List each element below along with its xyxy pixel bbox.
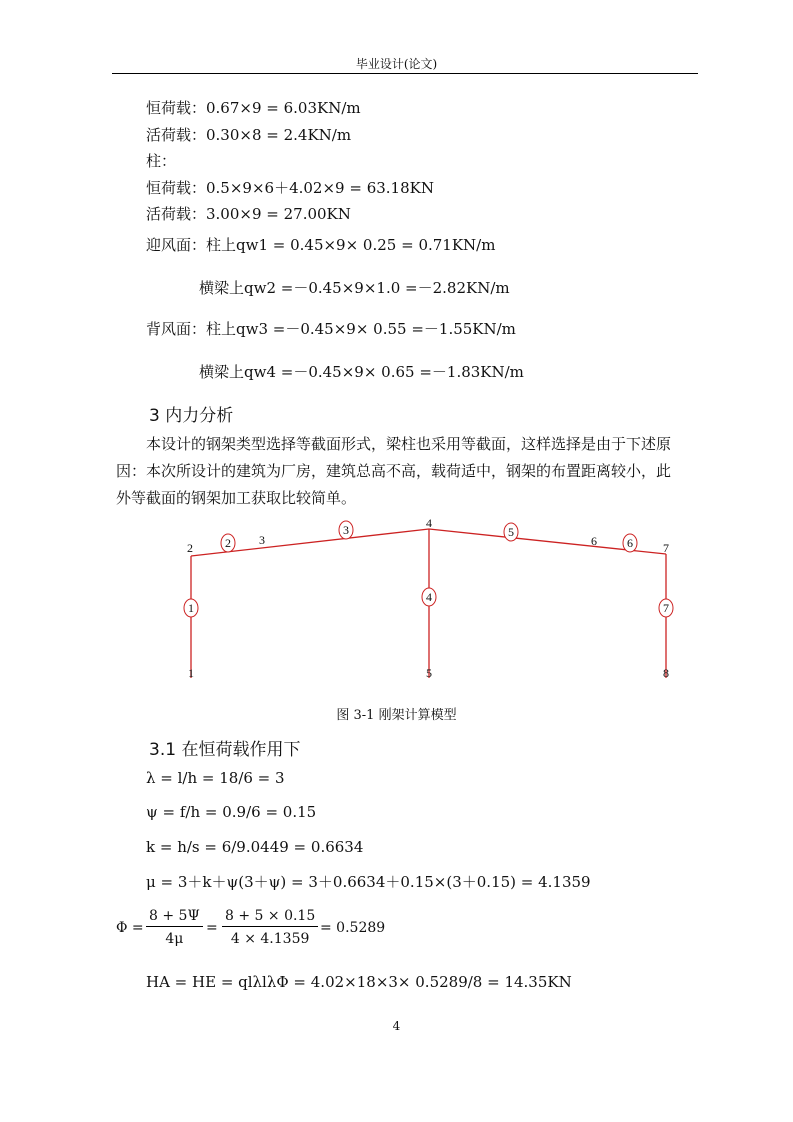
load-line-5: 活荷载：3.00×9 = 27.00KN — [146, 205, 351, 223]
member-label-5: 5 — [508, 525, 514, 539]
wind-leeward-beam: 横梁上qw4 =－0.45×9× 0.65 =－1.83KN/m — [199, 363, 524, 381]
phi-numerator-1: 8 + 5Ψ — [146, 908, 203, 927]
load-line-1: 恒荷载：0.67×9 = 6.03KN/m — [146, 99, 361, 117]
phi-equals: = — [206, 920, 218, 936]
member-label-1: 1 — [188, 601, 194, 615]
member-label-2: 2 — [225, 536, 231, 550]
node-label-8: 8 — [663, 666, 669, 680]
phi-denominator-2: 4 × 4.1359 — [230, 931, 310, 947]
equation-psi: ψ = f/h = 0.9/6 = 0.15 — [146, 803, 317, 821]
node-label-2: 2 — [187, 541, 193, 555]
figure-caption: 图 3-1 刚架计算模型 — [336, 708, 457, 723]
node-label-3: 3 — [259, 533, 265, 547]
load-line-2: 活荷载：0.30×8 = 2.4KN/m — [146, 126, 352, 144]
equation-ha: HA = HE = qlλlλΦ = 4.02×18×3× 0.5289/8 = 14.35KN — [146, 973, 572, 991]
page-header-title: 毕业设计(论文) — [355, 57, 438, 71]
phi-result: = 0.5289 — [320, 920, 386, 936]
equation-k: k = h/s = 6/9.0449 = 0.6634 — [146, 838, 364, 856]
phi-lhs: Φ = — [116, 920, 144, 936]
member-label-7: 7 — [663, 601, 669, 615]
node-label-4: 4 — [426, 516, 432, 530]
phi-fraction-1 — [146, 908, 203, 947]
equation-lambda: λ = l/h = 18/6 = 3 — [146, 769, 285, 787]
node-label-5: 5 — [426, 666, 432, 680]
equation-mu: μ = 3＋k＋ψ(3＋ψ) = 3＋0.6634＋0.15×(3＋0.15) = 4.1359 — [146, 873, 591, 891]
section-3-para-line-2: 因：本次所设计的建筑为厂房，建筑总高不高，载荷适中，钢架的布置距离较小，此 — [116, 462, 672, 480]
node-label-6: 6 — [591, 534, 597, 548]
member-label-4: 4 — [426, 590, 432, 604]
section-3-heading: 3 内力分析 — [149, 406, 234, 426]
node-label-1: 1 — [188, 666, 194, 680]
node-label-7: 7 — [663, 541, 669, 555]
section-3-para-line-1: 本设计的钢架类型选择等截面形式，梁柱也采用等截面，这样选择是由于下述原 — [146, 435, 672, 453]
member-label-3: 3 — [343, 523, 349, 537]
section-3-para-line-3: 外等截面的钢架加工获取比较简单。 — [116, 489, 357, 507]
load-line-3: 柱： — [146, 152, 177, 170]
wind-leeward-column: 背风面：柱上qw3 =－0.45×9× 0.55 =－1.55KN/m — [146, 320, 516, 338]
section-3-1-heading: 3.1 在恒荷载作用下 — [149, 740, 301, 760]
load-line-4: 恒荷载：0.5×9×6＋4.02×9 = 63.18KN — [146, 179, 434, 197]
member-label-6: 6 — [627, 536, 633, 550]
page-number: 4 — [392, 1019, 401, 1033]
phi-numerator-2: 8 + 5 × 0.15 — [222, 908, 318, 927]
phi-fraction-2 — [222, 908, 318, 947]
wind-windward-beam: 横梁上qw2 =－0.45×9×1.0 =－2.82KN/m — [199, 279, 510, 297]
phi-denominator-1: 4μ — [165, 931, 184, 947]
wind-windward-column: 迎风面：柱上qw1 = 0.45×9× 0.25 = 0.71KN/m — [146, 236, 496, 254]
